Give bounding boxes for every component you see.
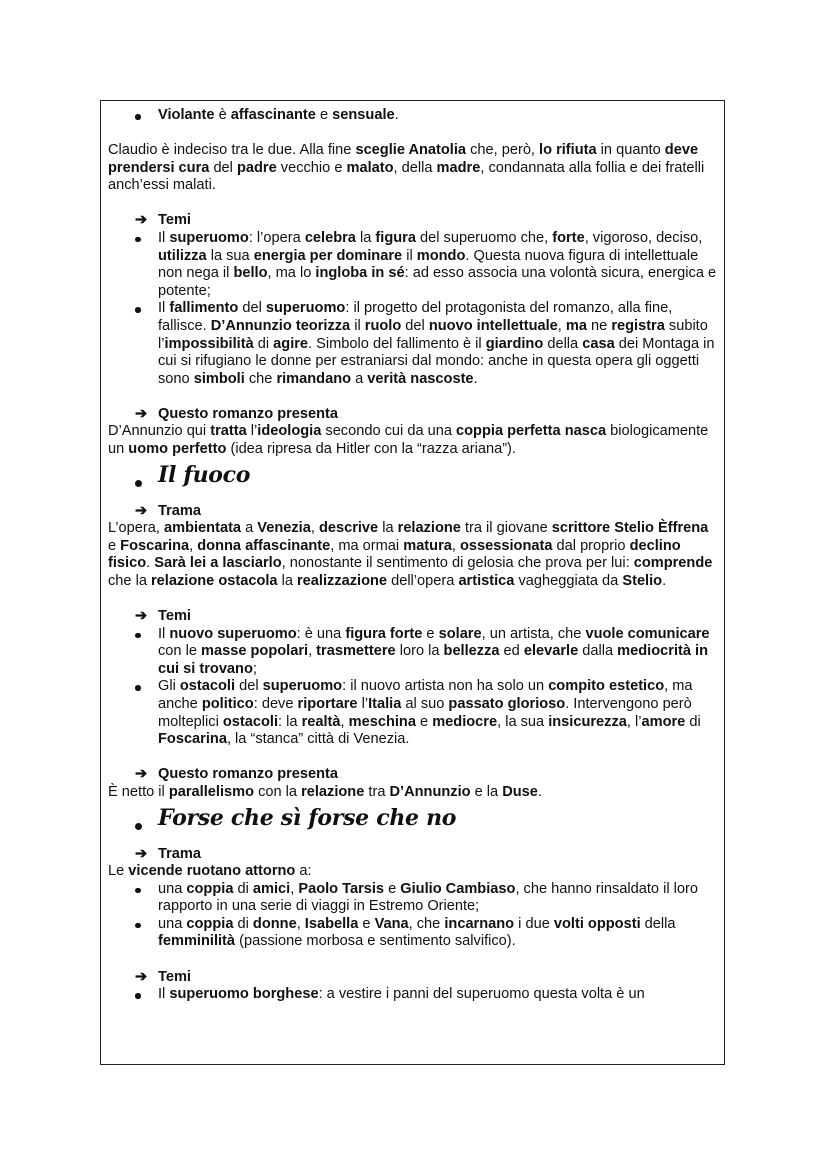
arrow-heading-temi: ➔ Temi bbox=[135, 608, 191, 625]
bullet-superuomo-borghese: Il superuomo borghese: a vestire i panni del superuomo questa volta è un bbox=[108, 986, 718, 1004]
arrow-heading-trama: ➔ Trama bbox=[135, 845, 201, 862]
bullet-violante: Violante è affascinante e sensuale. bbox=[108, 107, 718, 125]
arrow-icon: ➔ bbox=[135, 845, 148, 862]
section-heading-forse: Forse che sì forse che no bbox=[108, 802, 718, 846]
paragraph-trama-fuoco: L’opera, ambientata a Venezia, descrive la relazione tra il giovane scrittore Stelio Èffrena e Foscarina, donna affascinante, ma ormai matura, ossessionata dal proprio declino fisico. Sarà lei a lasciarlo, nonostante il sentimento di gelosia che prova per lui: comprende che la relazione ostacola la realizzazione dell’opera artistica vagheggiata da Stelio. bbox=[108, 520, 713, 589]
section-heading-il-fuoco: Il fuoco bbox=[108, 459, 718, 503]
arrow-icon: ➔ bbox=[135, 212, 148, 229]
arrow-icon: ➔ bbox=[135, 766, 148, 783]
document-page bbox=[100, 100, 725, 1065]
page-content bbox=[101, 101, 724, 1004]
bullet-coppia-donne: una coppia di donne, Isabella e Vana, che incarnano i due volti opposti della femminilità (passione morbosa e sentimento salvifico). bbox=[108, 916, 718, 951]
arrow-heading-presenta: ➔ Questo romanzo presenta bbox=[135, 405, 339, 422]
arrow-heading-presenta: ➔ Questo romanzo presenta bbox=[135, 766, 339, 783]
arrow-icon: ➔ bbox=[135, 608, 148, 625]
arrow-heading-temi: ➔ Temi bbox=[135, 212, 191, 229]
bullet-nuovo-superuomo: Il nuovo superuomo: è una figura forte e solare, un artista, che vuole comunicare con le masse popolari, trasmettere loro la bellezza ed elevarle dalla mediocrità in cui si trovano; bbox=[108, 626, 718, 679]
arrow-icon: ➔ bbox=[135, 405, 148, 422]
bullet-coppia-amici: una coppia di amici, Paolo Tarsis e Giulio Cambiaso, che hanno rinsaldato il loro rapporto in una serie di viaggi in Estremo Oriente; bbox=[108, 881, 718, 916]
bullet-fallimento: Il fallimento del superuomo: il progetto del protagonista del romanzo, alla fine, fallisce. D’Annunzio teorizza il ruolo del nuovo intellettuale, ma ne registra subito l’impossibilità di agire. Simbolo del fallimento è il giardino della casa dei Montaga in cui si rifugiano le donne per estraniarsi dal mondo: anche in questa opera gli oggetti sono simboli che rimandano a verità nascoste. bbox=[108, 300, 718, 388]
paragraph-vicende: Le vicende ruotano attorno a: bbox=[108, 863, 312, 880]
bullet-superuomo: Il superuomo: l’opera celebra la figura del superuomo che, forte, vigoroso, deciso, utilizza la sua energia per dominare il mondo. Questa nuova figura di intellettuale non nega il bello, ma lo ingloba in sé: ad esso associa una volontà sicura, energica e potente; bbox=[108, 230, 718, 300]
paragraph-parallelismo: È netto il parallelismo con la relazione tra D’Annunzio e la Duse. bbox=[108, 783, 542, 800]
bullet-ostacoli: Gli ostacoli del superuomo: il nuovo artista non ha solo un compito estetico, ma anche politico: deve riportare l’Italia al suo passato glorioso. Intervengono però molteplici ostacoli: la realtà, meschina e mediocre, la sua insicurezza, l’amore di Foscarina, la “stanca” città di Venezia. bbox=[108, 678, 718, 748]
arrow-heading-temi: ➔ Temi bbox=[135, 968, 191, 985]
paragraph-claudio: Claudio è indeciso tra le due. Alla fine sceglie Anatolia che, però, lo rifiuta in quanto deve prendersi cura del padre vecchio e malato, della madre, condannata alla follia e dei fratelli anch’essi malati. bbox=[108, 142, 705, 194]
arrow-icon: ➔ bbox=[135, 968, 148, 985]
arrow-heading-trama: ➔ Trama bbox=[135, 502, 201, 519]
arrow-icon: ➔ bbox=[135, 502, 148, 519]
paragraph-ideologia: D’Annunzio qui tratta l’ideologia secondo cui da una coppia perfetta nasca biologicamente un uomo perfetto (idea ripresa da Hitler con la “razza ariana”). bbox=[108, 423, 709, 457]
